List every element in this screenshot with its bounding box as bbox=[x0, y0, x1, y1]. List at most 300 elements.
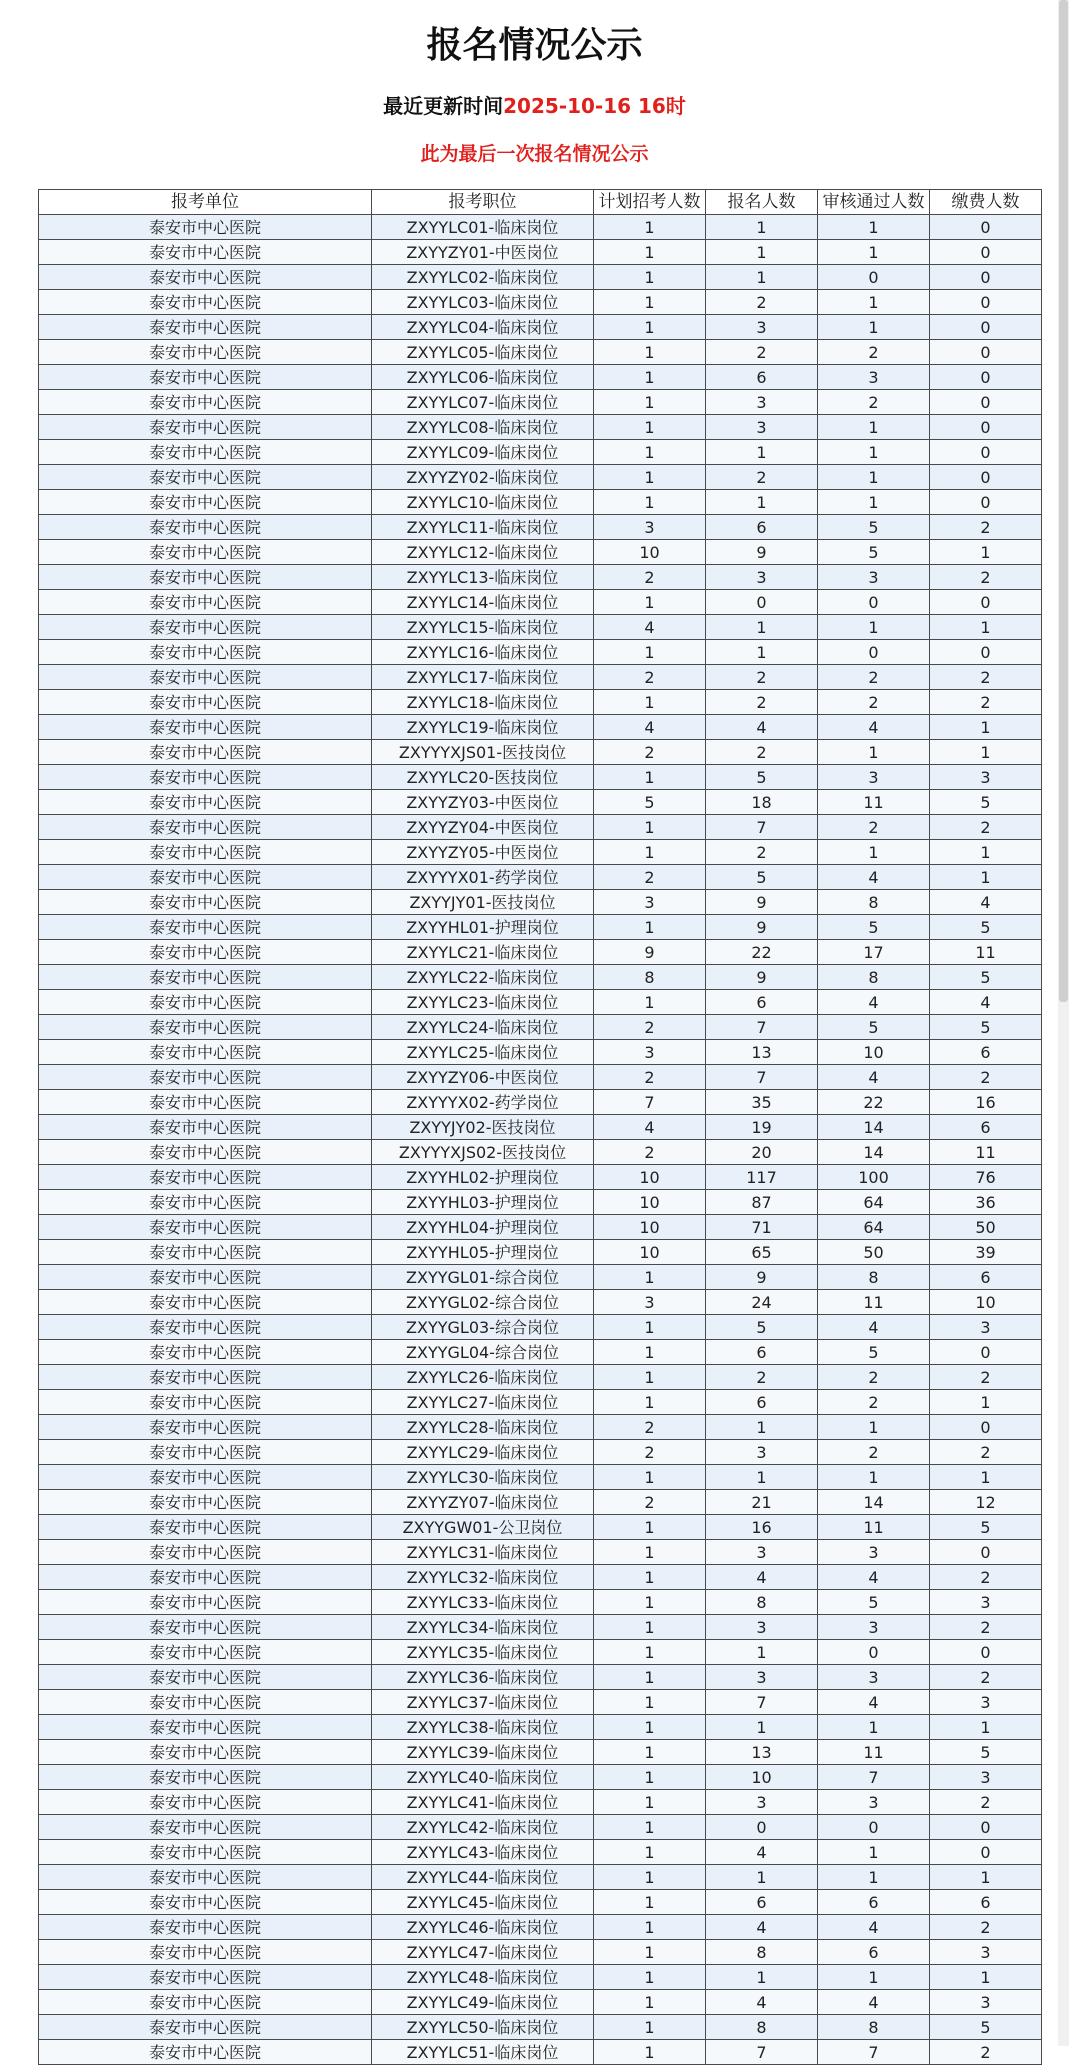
cell-paid: 1 bbox=[930, 1965, 1042, 1990]
table-row bbox=[39, 1140, 1042, 1165]
cell-unit: 泰安市中心医院 bbox=[39, 365, 372, 390]
cell-unit: 泰安市中心医院 bbox=[39, 1365, 372, 1390]
cell-approved: 14 bbox=[818, 1490, 930, 1515]
cell-paid: 2 bbox=[930, 815, 1042, 840]
cell-approved: 2 bbox=[818, 1440, 930, 1465]
cell-position: ZXYYLC11-临床岗位 bbox=[372, 515, 594, 540]
cell-paid: 0 bbox=[930, 290, 1042, 315]
cell-position: ZXYYLC43-临床岗位 bbox=[372, 1840, 594, 1865]
cell-unit: 泰安市中心医院 bbox=[39, 1165, 372, 1190]
table-row bbox=[39, 1765, 1042, 1790]
cell-approved: 14 bbox=[818, 1115, 930, 1140]
cell-approved: 2 bbox=[818, 1365, 930, 1390]
cell-position: ZXYYLC03-临床岗位 bbox=[372, 290, 594, 315]
cell-unit: 泰安市中心医院 bbox=[39, 1440, 372, 1465]
cell-paid: 0 bbox=[930, 365, 1042, 390]
cell-unit: 泰安市中心医院 bbox=[39, 315, 372, 340]
cell-planned: 10 bbox=[594, 1190, 706, 1215]
cell-unit: 泰安市中心医院 bbox=[39, 990, 372, 1015]
cell-planned: 1 bbox=[594, 1940, 706, 1965]
cell-position: ZXYYLC46-临床岗位 bbox=[372, 1915, 594, 1940]
table-row bbox=[39, 640, 1042, 665]
cell-unit: 泰安市中心医院 bbox=[39, 890, 372, 915]
cell-planned: 2 bbox=[594, 1440, 706, 1465]
cell-unit: 泰安市中心医院 bbox=[39, 1240, 372, 1265]
cell-approved: 1 bbox=[818, 1465, 930, 1490]
cell-paid: 50 bbox=[930, 1215, 1042, 1240]
cell-unit: 泰安市中心医院 bbox=[39, 665, 372, 690]
cell-position: ZXYYLC01-临床岗位 bbox=[372, 215, 594, 240]
cell-approved: 0 bbox=[818, 1815, 930, 1840]
cell-paid: 4 bbox=[930, 890, 1042, 915]
cell-paid: 3 bbox=[930, 1940, 1042, 1965]
cell-registered: 1 bbox=[706, 490, 818, 515]
cell-paid: 0 bbox=[930, 590, 1042, 615]
cell-registered: 10 bbox=[706, 1765, 818, 1790]
scrollbar-thumb[interactable] bbox=[1059, 0, 1068, 1002]
cell-position: ZXYYGW01-公卫岗位 bbox=[372, 1515, 594, 1540]
cell-approved: 5 bbox=[818, 1340, 930, 1365]
cell-unit: 泰安市中心医院 bbox=[39, 565, 372, 590]
cell-registered: 1 bbox=[706, 215, 818, 240]
cell-registered: 1 bbox=[706, 1415, 818, 1440]
table-row bbox=[39, 490, 1042, 515]
cell-registered: 5 bbox=[706, 865, 818, 890]
table-row bbox=[39, 415, 1042, 440]
cell-approved: 1 bbox=[818, 615, 930, 640]
cell-planned: 1 bbox=[594, 1565, 706, 1590]
page-title: 报名情况公示 bbox=[426, 25, 643, 66]
cell-approved: 11 bbox=[818, 1515, 930, 1540]
cell-planned: 3 bbox=[594, 1040, 706, 1065]
cell-approved: 3 bbox=[818, 1540, 930, 1565]
cell-approved: 1 bbox=[818, 740, 930, 765]
cell-position: ZXYYLC32-临床岗位 bbox=[372, 1565, 594, 1590]
cell-registered: 2 bbox=[706, 840, 818, 865]
cell-paid: 1 bbox=[930, 715, 1042, 740]
cell-planned: 1 bbox=[594, 1990, 706, 2015]
table-row bbox=[39, 1240, 1042, 1265]
cell-paid: 2 bbox=[930, 2040, 1042, 2065]
cell-unit: 泰安市中心医院 bbox=[39, 1140, 372, 1165]
cell-unit: 泰安市中心医院 bbox=[39, 390, 372, 415]
table-row bbox=[39, 1815, 1042, 1840]
cell-position: ZXYYLC34-临床岗位 bbox=[372, 1615, 594, 1640]
cell-approved: 22 bbox=[818, 1090, 930, 1115]
cell-planned: 10 bbox=[594, 1215, 706, 1240]
table-row bbox=[39, 1740, 1042, 1765]
cell-paid: 0 bbox=[930, 315, 1042, 340]
table-row bbox=[39, 1390, 1042, 1415]
cell-unit: 泰安市中心医院 bbox=[39, 1565, 372, 1590]
cell-planned: 2 bbox=[594, 740, 706, 765]
cell-position: ZXYYLC50-临床岗位 bbox=[372, 2015, 594, 2040]
table-row bbox=[39, 1315, 1042, 1340]
cell-approved: 4 bbox=[818, 1315, 930, 1340]
cell-position: ZXYYLC24-临床岗位 bbox=[372, 1015, 594, 1040]
cell-unit: 泰安市中心医院 bbox=[39, 1590, 372, 1615]
final-notice: 此为最后一次报名情况公示 bbox=[420, 143, 649, 165]
cell-approved: 3 bbox=[818, 765, 930, 790]
cell-approved: 1 bbox=[818, 215, 930, 240]
table-row bbox=[39, 1090, 1042, 1115]
table-row bbox=[39, 1965, 1042, 1990]
cell-position: ZXYYLC27-临床岗位 bbox=[372, 1390, 594, 1415]
cell-approved: 4 bbox=[818, 1565, 930, 1590]
table-row bbox=[39, 1840, 1042, 1865]
cell-position: ZXYYLC51-临床岗位 bbox=[372, 2040, 594, 2065]
cell-registered: 16 bbox=[706, 1515, 818, 1540]
cell-approved: 2 bbox=[818, 690, 930, 715]
cell-planned: 1 bbox=[594, 490, 706, 515]
cell-position: ZXYYLC06-临床岗位 bbox=[372, 365, 594, 390]
cell-paid: 39 bbox=[930, 1240, 1042, 1265]
cell-planned: 2 bbox=[594, 1015, 706, 1040]
cell-paid: 2 bbox=[930, 1915, 1042, 1940]
header-paid: 缴费人数 bbox=[930, 190, 1042, 215]
cell-paid: 0 bbox=[930, 240, 1042, 265]
cell-unit: 泰安市中心医院 bbox=[39, 1415, 372, 1440]
cell-unit: 泰安市中心医院 bbox=[39, 1865, 372, 1890]
table-row bbox=[39, 815, 1042, 840]
cell-unit: 泰安市中心医院 bbox=[39, 790, 372, 815]
cell-approved: 1 bbox=[818, 1965, 930, 1990]
cell-planned: 1 bbox=[594, 690, 706, 715]
cell-planned: 2 bbox=[594, 665, 706, 690]
cell-paid: 0 bbox=[930, 1340, 1042, 1365]
cell-registered: 2 bbox=[706, 1365, 818, 1390]
cell-approved: 1 bbox=[818, 840, 930, 865]
cell-position: ZXYYLC15-临床岗位 bbox=[372, 615, 594, 640]
cell-planned: 1 bbox=[594, 465, 706, 490]
cell-paid: 0 bbox=[930, 1640, 1042, 1665]
cell-approved: 5 bbox=[818, 515, 930, 540]
cell-planned: 1 bbox=[594, 2040, 706, 2065]
cell-position: ZXYYLC07-临床岗位 bbox=[372, 390, 594, 415]
cell-planned: 1 bbox=[594, 1615, 706, 1640]
cell-position: ZXYYGL01-综合岗位 bbox=[372, 1265, 594, 1290]
cell-registered: 7 bbox=[706, 1065, 818, 1090]
cell-paid: 3 bbox=[930, 1315, 1042, 1340]
cell-registered: 21 bbox=[706, 1490, 818, 1515]
table-row bbox=[39, 1715, 1042, 1740]
table-row bbox=[39, 340, 1042, 365]
cell-registered: 3 bbox=[706, 315, 818, 340]
cell-approved: 2 bbox=[818, 1390, 930, 1415]
cell-position: ZXYYZY04-中医岗位 bbox=[372, 815, 594, 840]
cell-planned: 1 bbox=[594, 1515, 706, 1540]
cell-position: ZXYYYXJS02-医技岗位 bbox=[372, 1140, 594, 1165]
cell-planned: 1 bbox=[594, 1740, 706, 1765]
cell-planned: 1 bbox=[594, 440, 706, 465]
cell-position: ZXYYZY02-临床岗位 bbox=[372, 465, 594, 490]
cell-planned: 10 bbox=[594, 1240, 706, 1265]
cell-approved: 3 bbox=[818, 365, 930, 390]
cell-registered: 5 bbox=[706, 765, 818, 790]
cell-planned: 2 bbox=[594, 865, 706, 890]
cell-planned: 1 bbox=[594, 1465, 706, 1490]
cell-position: ZXYYLC04-临床岗位 bbox=[372, 315, 594, 340]
cell-planned: 1 bbox=[594, 215, 706, 240]
cell-paid: 2 bbox=[930, 1565, 1042, 1590]
update-time-label: 最近更新时间 bbox=[383, 94, 504, 118]
cell-planned: 1 bbox=[594, 290, 706, 315]
cell-paid: 2 bbox=[930, 1440, 1042, 1465]
cell-approved: 4 bbox=[818, 1990, 930, 2015]
cell-position: ZXYYHL03-护理岗位 bbox=[372, 1190, 594, 1215]
cell-approved: 1 bbox=[818, 415, 930, 440]
table-row bbox=[39, 265, 1042, 290]
table-header-row bbox=[39, 190, 1042, 215]
cell-position: ZXYYLC13-临床岗位 bbox=[372, 565, 594, 590]
cell-approved: 17 bbox=[818, 940, 930, 965]
cell-paid: 0 bbox=[930, 440, 1042, 465]
cell-registered: 1 bbox=[706, 1640, 818, 1665]
cell-registered: 6 bbox=[706, 515, 818, 540]
cell-registered: 20 bbox=[706, 1140, 818, 1165]
table-row bbox=[39, 1490, 1042, 1515]
cell-approved: 8 bbox=[818, 2015, 930, 2040]
table-row bbox=[39, 890, 1042, 915]
cell-approved: 6 bbox=[818, 1890, 930, 1915]
cell-position: ZXYYLC21-临床岗位 bbox=[372, 940, 594, 965]
cell-registered: 3 bbox=[706, 390, 818, 415]
cell-paid: 2 bbox=[930, 1665, 1042, 1690]
table-row bbox=[39, 940, 1042, 965]
cell-registered: 6 bbox=[706, 1340, 818, 1365]
table-row bbox=[39, 790, 1042, 815]
table-row bbox=[39, 1540, 1042, 1565]
cell-registered: 2 bbox=[706, 340, 818, 365]
cell-registered: 2 bbox=[706, 690, 818, 715]
cell-planned: 1 bbox=[594, 765, 706, 790]
cell-planned: 1 bbox=[594, 1790, 706, 1815]
cell-position: ZXYYGL04-综合岗位 bbox=[372, 1340, 594, 1365]
cell-approved: 7 bbox=[818, 1765, 930, 1790]
cell-paid: 3 bbox=[930, 1590, 1042, 1615]
table-row bbox=[39, 365, 1042, 390]
cell-approved: 11 bbox=[818, 1290, 930, 1315]
cell-planned: 1 bbox=[594, 1765, 706, 1790]
cell-paid: 1 bbox=[930, 1390, 1042, 1415]
cell-approved: 11 bbox=[818, 1740, 930, 1765]
table-row bbox=[39, 1365, 1042, 1390]
cell-registered: 3 bbox=[706, 415, 818, 440]
cell-registered: 24 bbox=[706, 1290, 818, 1315]
cell-position: ZXYYLC30-临床岗位 bbox=[372, 1465, 594, 1490]
cell-paid: 3 bbox=[930, 765, 1042, 790]
table-row bbox=[39, 990, 1042, 1015]
table-row bbox=[39, 1290, 1042, 1315]
table-row bbox=[39, 315, 1042, 340]
cell-approved: 6 bbox=[818, 1940, 930, 1965]
cell-position: ZXYYYXJS01-医技岗位 bbox=[372, 740, 594, 765]
cell-paid: 1 bbox=[930, 540, 1042, 565]
table-row bbox=[39, 840, 1042, 865]
cell-approved: 1 bbox=[818, 440, 930, 465]
cell-paid: 0 bbox=[930, 490, 1042, 515]
cell-unit: 泰安市中心医院 bbox=[39, 540, 372, 565]
cell-planned: 1 bbox=[594, 265, 706, 290]
cell-unit: 泰安市中心医院 bbox=[39, 1390, 372, 1415]
cell-paid: 6 bbox=[930, 1265, 1042, 1290]
cell-planned: 1 bbox=[594, 640, 706, 665]
cell-unit: 泰安市中心医院 bbox=[39, 640, 372, 665]
table-row bbox=[39, 590, 1042, 615]
table-row bbox=[39, 765, 1042, 790]
table-row bbox=[39, 1940, 1042, 1965]
cell-position: ZXYYHL04-护理岗位 bbox=[372, 1215, 594, 1240]
cell-paid: 3 bbox=[930, 1990, 1042, 2015]
cell-unit: 泰安市中心医院 bbox=[39, 690, 372, 715]
cell-position: ZXYYLC28-临床岗位 bbox=[372, 1415, 594, 1440]
cell-planned: 8 bbox=[594, 965, 706, 990]
cell-approved: 1 bbox=[818, 1840, 930, 1865]
cell-registered: 1 bbox=[706, 440, 818, 465]
table-row bbox=[39, 465, 1042, 490]
cell-position: ZXYYYX02-药学岗位 bbox=[372, 1090, 594, 1115]
cell-registered: 4 bbox=[706, 1565, 818, 1590]
cell-approved: 4 bbox=[818, 1690, 930, 1715]
cell-unit: 泰安市中心医院 bbox=[39, 515, 372, 540]
cell-registered: 87 bbox=[706, 1190, 818, 1215]
cell-approved: 2 bbox=[818, 665, 930, 690]
cell-position: ZXYYLC09-临床岗位 bbox=[372, 440, 594, 465]
cell-position: ZXYYLC48-临床岗位 bbox=[372, 1965, 594, 1990]
cell-unit: 泰安市中心医院 bbox=[39, 965, 372, 990]
cell-paid: 1 bbox=[930, 865, 1042, 890]
cell-position: ZXYYLC31-临床岗位 bbox=[372, 1540, 594, 1565]
cell-approved: 50 bbox=[818, 1240, 930, 1265]
cell-planned: 1 bbox=[594, 1340, 706, 1365]
cell-registered: 3 bbox=[706, 1790, 818, 1815]
scrollbar[interactable] bbox=[1058, 0, 1069, 2046]
cell-planned: 7 bbox=[594, 1090, 706, 1115]
cell-unit: 泰安市中心医院 bbox=[39, 440, 372, 465]
cell-position: ZXYYLC42-临床岗位 bbox=[372, 1815, 594, 1840]
table-row bbox=[39, 740, 1042, 765]
cell-planned: 1 bbox=[594, 1665, 706, 1690]
table-row bbox=[39, 1340, 1042, 1365]
cell-approved: 8 bbox=[818, 965, 930, 990]
cell-unit: 泰安市中心医院 bbox=[39, 2040, 372, 2065]
table-row bbox=[39, 1615, 1042, 1640]
cell-registered: 8 bbox=[706, 1940, 818, 1965]
cell-paid: 0 bbox=[930, 465, 1042, 490]
cell-unit: 泰安市中心医院 bbox=[39, 1740, 372, 1765]
cell-planned: 1 bbox=[594, 1815, 706, 1840]
cell-position: ZXYYZY01-中医岗位 bbox=[372, 240, 594, 265]
cell-unit: 泰安市中心医院 bbox=[39, 940, 372, 965]
cell-registered: 4 bbox=[706, 715, 818, 740]
cell-registered: 5 bbox=[706, 1315, 818, 1340]
cell-unit: 泰安市中心医院 bbox=[39, 715, 372, 740]
cell-paid: 2 bbox=[930, 665, 1042, 690]
cell-planned: 3 bbox=[594, 890, 706, 915]
registration-table bbox=[38, 189, 1042, 2065]
cell-planned: 3 bbox=[594, 1290, 706, 1315]
cell-paid: 36 bbox=[930, 1190, 1042, 1215]
cell-planned: 2 bbox=[594, 1065, 706, 1090]
cell-registered: 1 bbox=[706, 1965, 818, 1990]
cell-unit: 泰安市中心医院 bbox=[39, 1340, 372, 1365]
cell-approved: 14 bbox=[818, 1140, 930, 1165]
cell-planned: 1 bbox=[594, 315, 706, 340]
cell-unit: 泰安市中心医院 bbox=[39, 1115, 372, 1140]
cell-registered: 13 bbox=[706, 1740, 818, 1765]
cell-unit: 泰安市中心医院 bbox=[39, 1615, 372, 1640]
cell-paid: 6 bbox=[930, 1890, 1042, 1915]
cell-unit: 泰安市中心医院 bbox=[39, 915, 372, 940]
cell-registered: 6 bbox=[706, 990, 818, 1015]
cell-approved: 1 bbox=[818, 290, 930, 315]
cell-registered: 1 bbox=[706, 640, 818, 665]
cell-registered: 9 bbox=[706, 890, 818, 915]
table-row bbox=[39, 390, 1042, 415]
cell-registered: 7 bbox=[706, 2040, 818, 2065]
cell-position: ZXYYLC45-临床岗位 bbox=[372, 1890, 594, 1915]
cell-approved: 3 bbox=[818, 1665, 930, 1690]
cell-approved: 1 bbox=[818, 490, 930, 515]
table-row bbox=[39, 690, 1042, 715]
table-row bbox=[39, 1440, 1042, 1465]
cell-planned: 10 bbox=[594, 1165, 706, 1190]
cell-position: ZXYYZY06-中医岗位 bbox=[372, 1065, 594, 1090]
cell-position: ZXYYJY01-医技岗位 bbox=[372, 890, 594, 915]
cell-registered: 1 bbox=[706, 1465, 818, 1490]
cell-paid: 2 bbox=[930, 1790, 1042, 1815]
table-row bbox=[39, 1790, 1042, 1815]
update-time-value: 2025-10-16 16时 bbox=[503, 94, 686, 118]
cell-position: ZXYYLC16-临床岗位 bbox=[372, 640, 594, 665]
cell-planned: 1 bbox=[594, 2015, 706, 2040]
cell-registered: 2 bbox=[706, 290, 818, 315]
cell-approved: 4 bbox=[818, 1065, 930, 1090]
cell-position: ZXYYLC38-临床岗位 bbox=[372, 1715, 594, 1740]
table-row bbox=[39, 1015, 1042, 1040]
cell-position: ZXYYJY02-医技岗位 bbox=[372, 1115, 594, 1140]
cell-unit: 泰安市中心医院 bbox=[39, 1840, 372, 1865]
cell-paid: 0 bbox=[930, 215, 1042, 240]
cell-paid: 1 bbox=[930, 615, 1042, 640]
cell-registered: 3 bbox=[706, 1440, 818, 1465]
cell-position: ZXYYLC12-临床岗位 bbox=[372, 540, 594, 565]
table-row bbox=[39, 1265, 1042, 1290]
table-row bbox=[39, 440, 1042, 465]
cell-planned: 4 bbox=[594, 715, 706, 740]
cell-approved: 3 bbox=[818, 1790, 930, 1815]
cell-planned: 1 bbox=[594, 340, 706, 365]
cell-position: ZXYYLC18-临床岗位 bbox=[372, 690, 594, 715]
cell-registered: 8 bbox=[706, 1590, 818, 1615]
cell-paid: 6 bbox=[930, 1040, 1042, 1065]
cell-paid: 76 bbox=[930, 1165, 1042, 1190]
cell-approved: 1 bbox=[818, 240, 930, 265]
cell-registered: 35 bbox=[706, 1090, 818, 1115]
cell-unit: 泰安市中心医院 bbox=[39, 1490, 372, 1515]
cell-unit: 泰安市中心医院 bbox=[39, 1465, 372, 1490]
table-row bbox=[39, 240, 1042, 265]
cell-unit: 泰安市中心医院 bbox=[39, 490, 372, 515]
cell-paid: 12 bbox=[930, 1490, 1042, 1515]
table-row bbox=[39, 2015, 1042, 2040]
cell-planned: 5 bbox=[594, 790, 706, 815]
cell-paid: 2 bbox=[930, 565, 1042, 590]
update-time bbox=[0, 92, 1069, 120]
cell-approved: 0 bbox=[818, 590, 930, 615]
table-row bbox=[39, 1690, 1042, 1715]
cell-approved: 3 bbox=[818, 1615, 930, 1640]
